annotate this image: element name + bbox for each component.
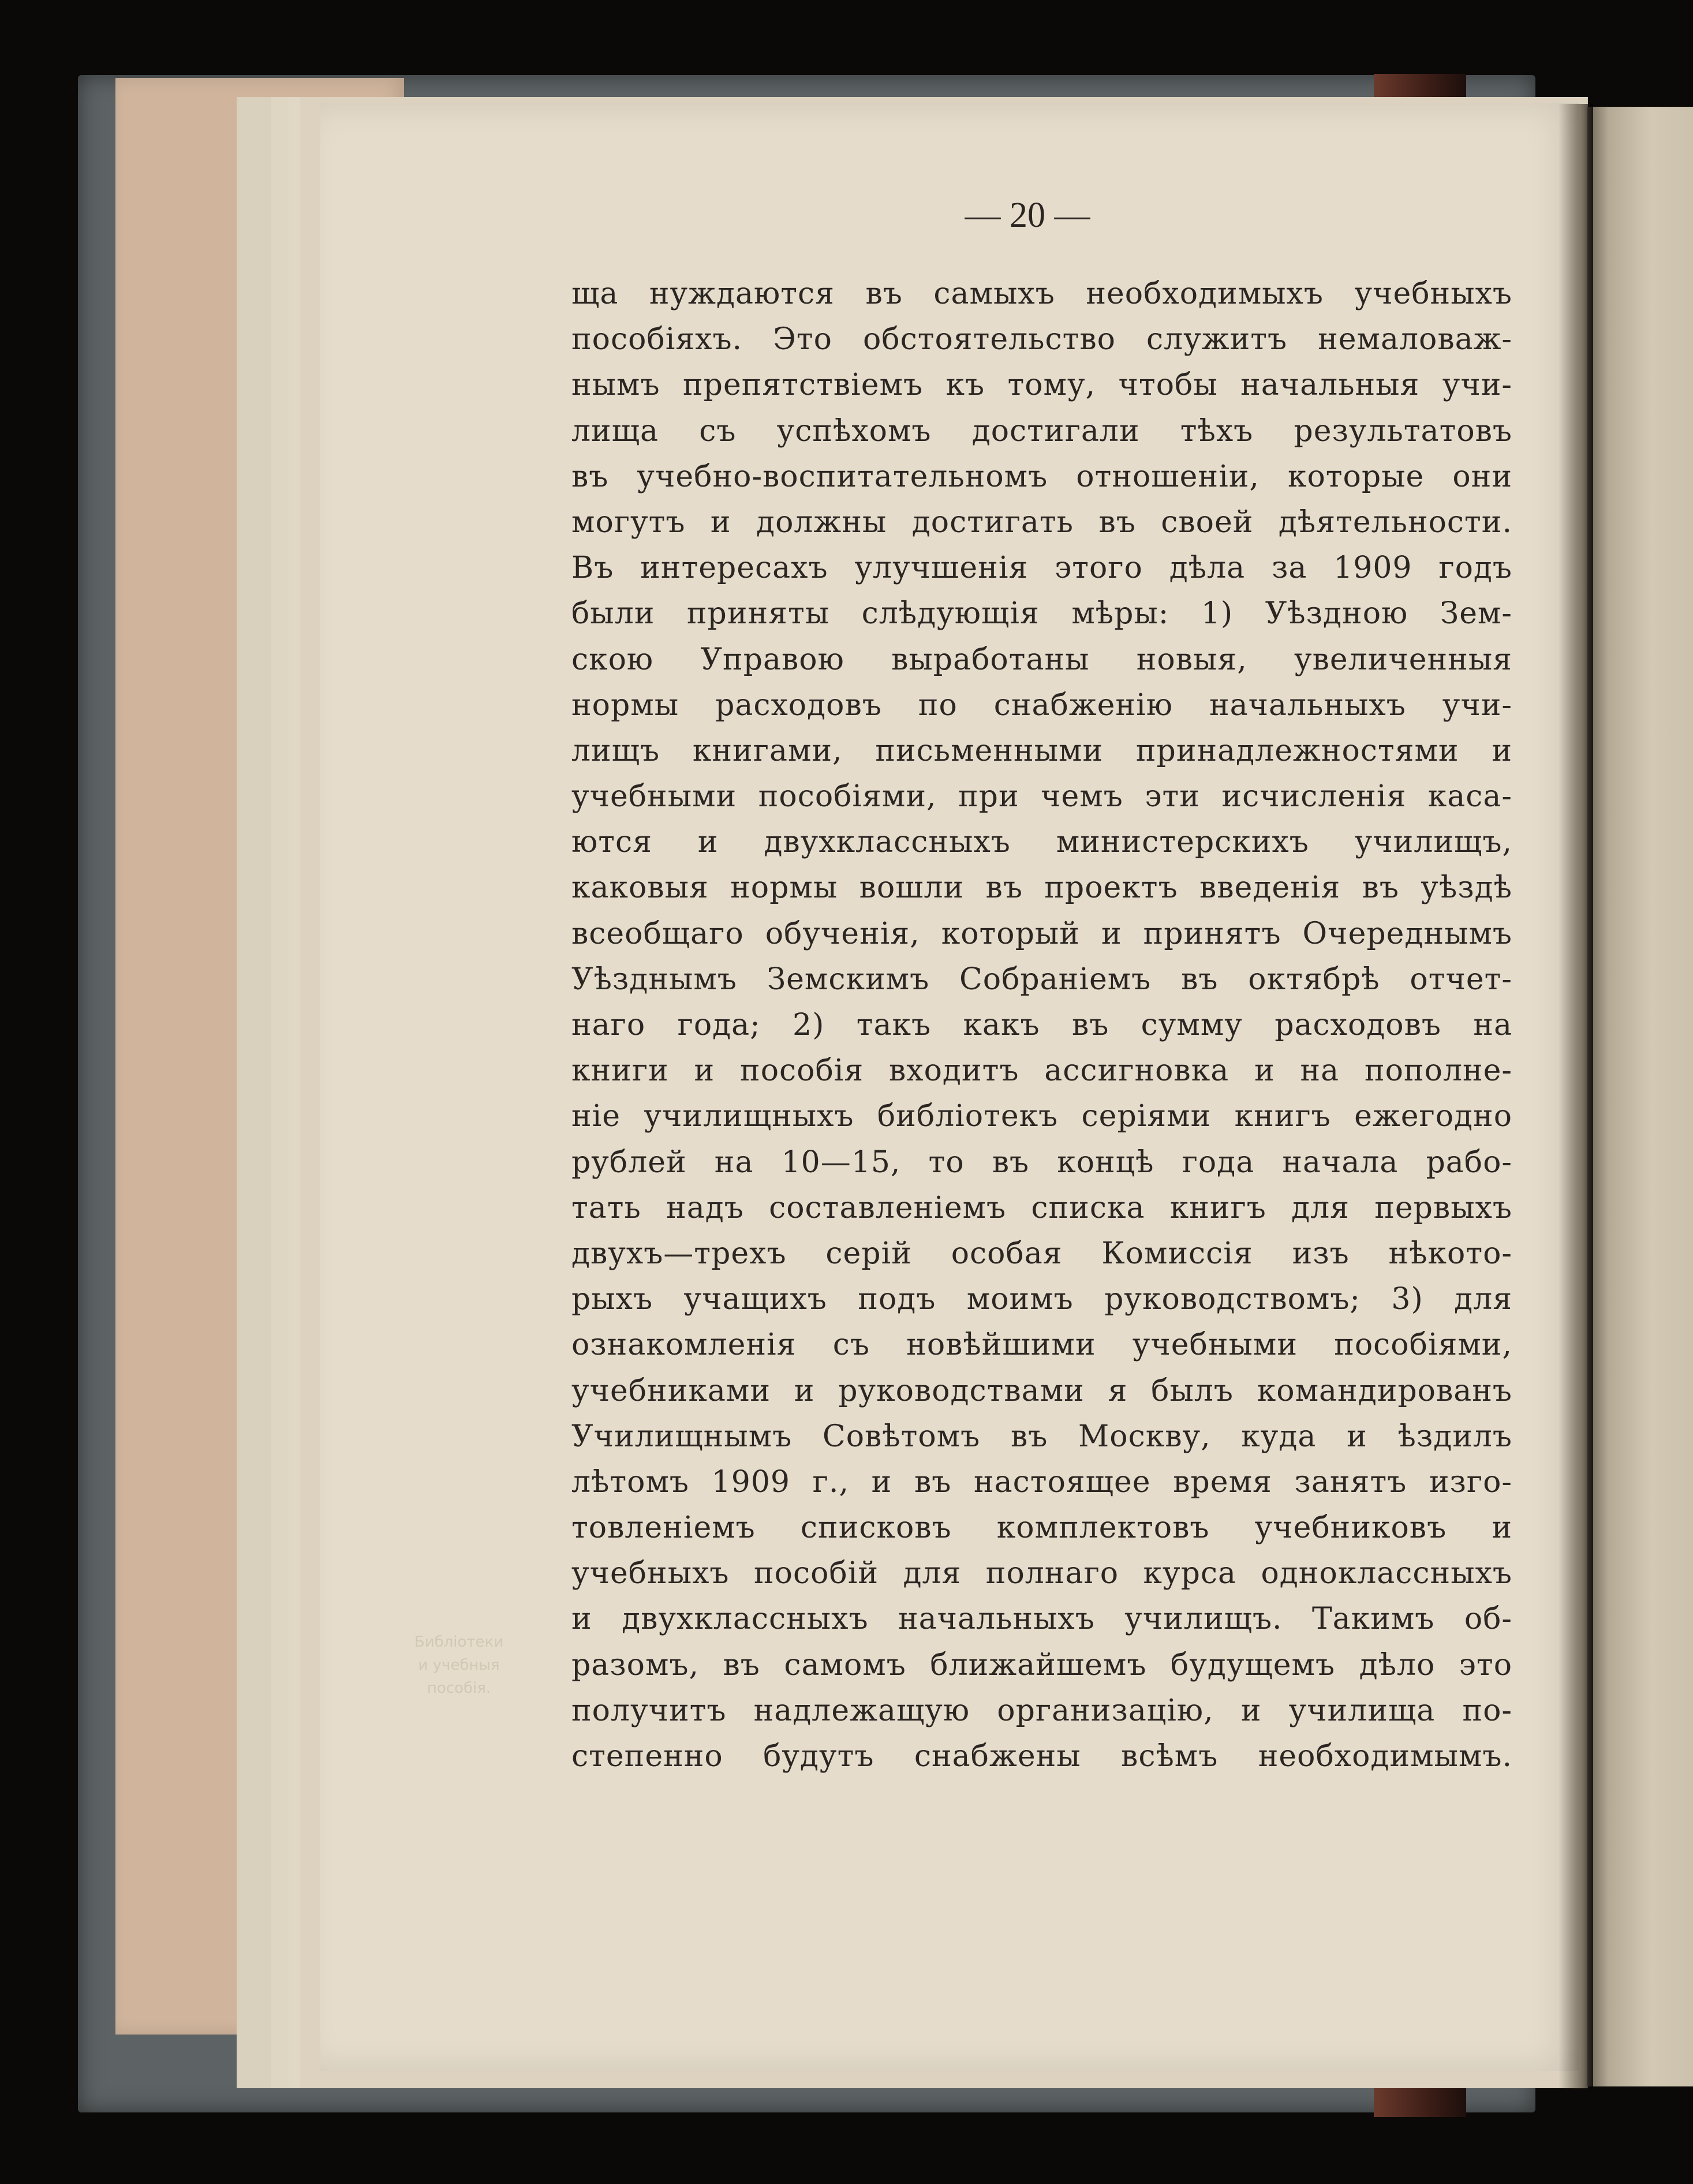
page-number: — 20 — [965, 196, 1090, 235]
text-line: Въ интересахъ улучшенія этого дѣла за 1909 годъ [571, 551, 1512, 586]
text-line: лищъ книгами, письменными принадлежностями и [571, 733, 1512, 768]
text-line: ознакомленія съ новѣйшими учебными пособіями, [571, 1327, 1512, 1363]
text-line: каковыя нормы вошли въ проектъ введенія въ уѣздѣ [571, 870, 1512, 906]
text-line: могутъ и должны достигать въ своей дѣятельности. [571, 504, 1512, 540]
text-line: учебныхъ пособій для полнаго курса одноклассныхъ [571, 1556, 1512, 1591]
text-line: учебными пособіями, при чемъ эти исчисленія каса- [571, 779, 1512, 814]
text-line: были приняты слѣдующія мѣры: 1) Уѣздною Зем- [571, 596, 1512, 631]
marginal-note-line: и учебныя [418, 1656, 500, 1674]
marginal-note-line: пособія. [427, 1680, 491, 1697]
text-line: нымъ препятствіемъ къ тому, чтобы начальныя учи- [571, 368, 1512, 403]
text-line: пособіяхъ. Это обстоятельство служитъ немаловаж- [571, 322, 1512, 357]
facing-page [1587, 107, 1693, 2086]
text-line: лѣтомъ 1909 г., и въ настоящее время занятъ изго- [571, 1464, 1512, 1499]
text-line: рыхъ учащихъ подъ моимъ руководствомъ; 3) для [571, 1282, 1512, 1317]
text-line: всеобщаго обученія, который и принятъ Очереднымъ [571, 916, 1512, 951]
text-line: учебниками и руководствами я былъ командированъ [571, 1373, 1512, 1408]
text-line: тать надъ составленіемъ списка книгъ для первыхъ [571, 1190, 1512, 1225]
page-gutter [1559, 104, 1593, 2089]
text-line: книги и пособія входитъ ассигновка и на пополне- [571, 1053, 1512, 1089]
text-line: двухъ—трехъ серій особая Комиссія изъ нѣкото- [571, 1236, 1512, 1271]
text-line: ются и двухклассныхъ министерскихъ училищъ, [571, 825, 1512, 860]
text-line: рублей на 10—15, то въ концѣ года начала рабо- [571, 1145, 1512, 1180]
text-line: Училищнымъ Совѣтомъ въ Москву, куда и ѣздилъ [571, 1419, 1512, 1454]
text-line: ніе училищныхъ библіотекъ серіями книгъ ежегодно [571, 1099, 1512, 1134]
text-line: ща нуждаются въ самыхъ необходимыхъ учебныхъ [571, 276, 1512, 311]
text-line: въ учебно-воспитательномъ отношеніи, которые они [571, 459, 1512, 494]
marginal-note-line: Библіотеки [414, 1633, 504, 1651]
page-body-text [571, 271, 1512, 1779]
text-line: скою Управою выработаны новыя, увеличенныя [571, 642, 1512, 677]
faint-marginal-note [393, 1630, 525, 1700]
text-line: и двухклассныхъ начальныхъ училищъ. Такимъ об- [571, 1602, 1512, 1637]
text-line: степенно будутъ снабжены всѣмъ необходимымъ. [571, 1739, 1512, 1774]
text-line: лища съ успѣхомъ достигали тѣхъ результатовъ [571, 413, 1512, 448]
text-line: разомъ, въ самомъ ближайшемъ будущемъ дѣло это [571, 1647, 1512, 1682]
text-line: наго года; 2) такъ какъ въ сумму расходовъ на [571, 1008, 1512, 1042]
text-line: получитъ надлежащую организацію, и училища по- [571, 1693, 1512, 1728]
text-line: Уѣзднымъ Земскимъ Собраніемъ въ октябрѣ отчет- [571, 962, 1512, 997]
text-line: товленіемъ списковъ комплектовъ учебниковъ и [571, 1510, 1512, 1546]
text-line: нормы расходовъ по снабженію начальныхъ учи- [571, 687, 1512, 723]
